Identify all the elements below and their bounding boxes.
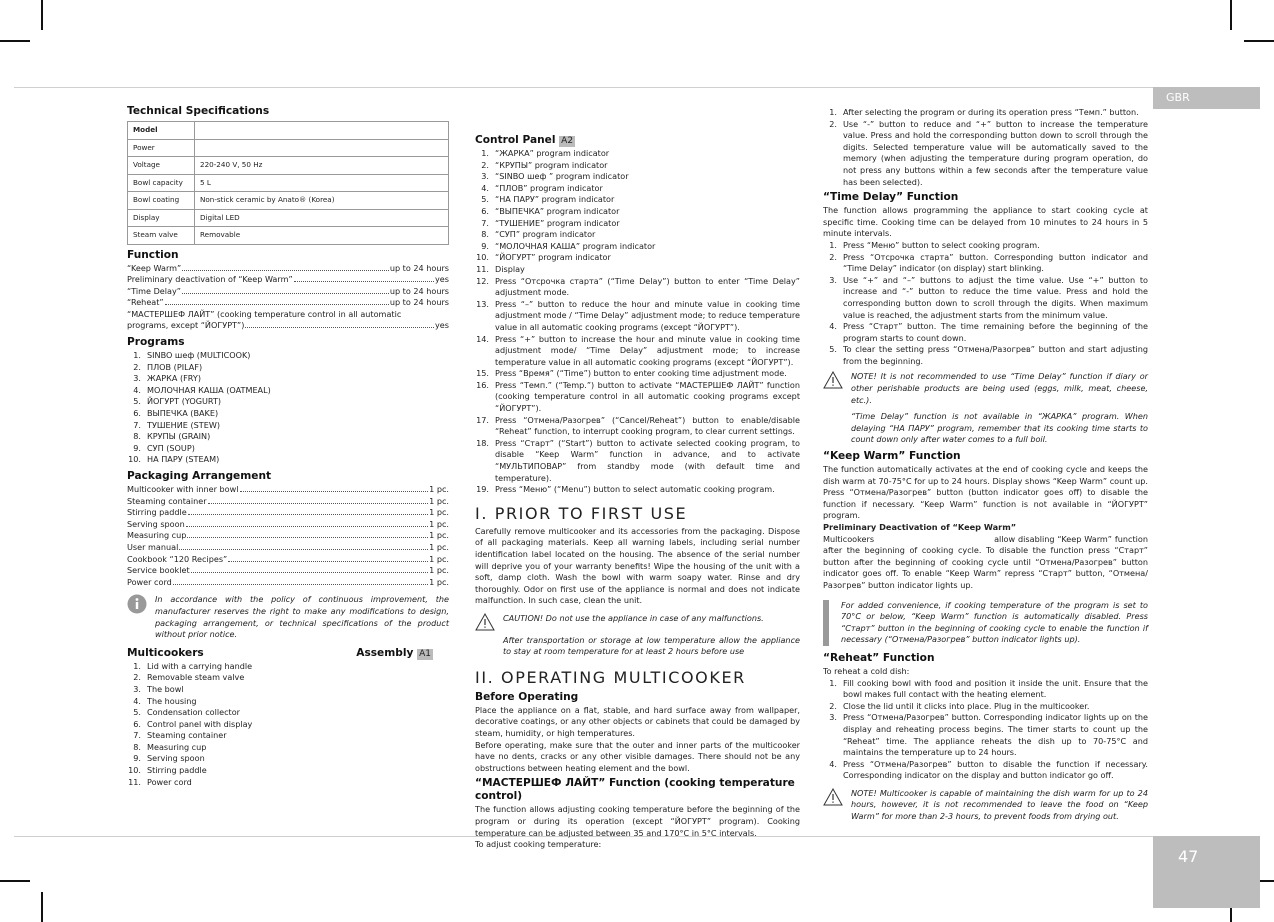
list-item: 5. Condensation collector	[133, 707, 241, 718]
list-item: 1. Press “Меню” button to select cooking program.	[829, 239, 1040, 250]
list-item: 11. Power cord	[128, 776, 192, 787]
before-operating-text: Before operating, make sure that the outer and inner parts of the multicooker have no dents, cracks or any other visible damages. There should not be any obstructions between heating element and the bowl.	[475, 739, 800, 773]
info-icon	[127, 594, 147, 640]
list-item: 4. “ПЛОВ” program indicator	[481, 182, 603, 193]
list-item: 7. Steaming container	[133, 730, 227, 741]
list-item: 14. Press “+” button to increase the hour and minute value in cooking time adjustment mode/ “Time Delay” adjustment mode; to increase temperature value in all automatic cooking programs (except “ЙОГУРТ”).	[476, 333, 800, 367]
list-item: 5. ЙОГУРТ (YOGURT)	[133, 396, 222, 407]
list-item: 9. “МОЛОЧНАЯ КАША” program indicator	[481, 240, 656, 251]
crop-mark	[0, 40, 30, 42]
before-operating-text: Place the appliance on a flat, stable, and hard surface away from wallpaper, decorative coatings, or any other objects or cabinets that could be damaged by steam, humidity, or high temperatures.	[475, 704, 800, 738]
list-item: 8. КРУПЫ (GRAIN)	[133, 431, 211, 442]
list-item: 7. ТУШЕНИЕ (STEW)	[133, 419, 220, 430]
list-item: 17. Press “Отмена/Разогрев” (“Cancel/Reheat”) button to enable/disable “Reheat” function, to interrupt cooking program, to clear current settings.	[476, 414, 800, 437]
list-item: 11. Display	[476, 263, 525, 274]
language-tag-label: GBR	[1166, 91, 1190, 104]
info-note	[127, 594, 449, 640]
packaging-line: Cookbook “120 Recipes” 1 pc.	[127, 553, 449, 564]
list-item: 3. Press “Отмена/Разогрев” button. Corresponding indicator lights up on the display and reheating process begins. The timer starts to count up the “Reheat” time. The appliance reheats the dish up to 70-75°C and maintains the temperature up to 24 hours.	[829, 712, 1148, 758]
list-item: 12. Press “Отсрочка старта” (“Time Delay”) button to enter “Time Delay” adjustment mode.	[476, 275, 800, 298]
assembly-title: Multicookers Assembly A1	[127, 646, 431, 659]
spec-row: Voltage 220-240 V, 50 Hz	[128, 157, 449, 175]
assembly-badge: A1	[419, 648, 431, 659]
mastershef-text: To adjust cooking temperature:	[475, 839, 602, 850]
time-delay-text: The function allows programming the appliance to start cooking cycle at specific time. Cooking time can be delayed from 10 minutes to 24 hours in 5 minute intervals.	[823, 205, 1148, 239]
function-line: Preliminary deactivation of “Keep Warm” yes	[127, 274, 449, 285]
preliminary-deactivation-title: Preliminary Deactivation of “Keep Warm”	[823, 522, 1017, 532]
convenience-note	[823, 600, 1148, 646]
packaging-line: Power cord 1 pc.	[127, 576, 449, 587]
packaging-line: Multicooker with inner bowl 1 pc.	[127, 484, 449, 494]
page-number: 47	[1178, 847, 1199, 866]
convenience-note-text: For added convenience, if cooking temperature of the program is set to 70°C or below, “Keep Warm” function is automatically disabled. Press “Старт” button in the beginning of cooking cycle to enable the function if necessary (“Отмена/Разогрев” button indicator lights up).	[841, 599, 1148, 645]
function-line: “Reheat” up to 24 hours	[127, 297, 449, 308]
list-item: 2. Removable steam valve	[133, 672, 245, 683]
list-item: 3. Use “+” and “–” buttons to adjust the time value. Use “+” button to increase and “-” button to reduce the time value. Press and hold the corresponding button down to scroll through the digits. When maximum value is reached, the adjustment starts from the minimum value.	[829, 274, 1148, 320]
function-title: Function	[127, 248, 179, 261]
warning-icon	[475, 613, 495, 658]
prior-to-first-use-title: I. PRIOR TO FIRST USE	[475, 503, 688, 523]
note-text: NOTE! It is not recommended to use “Time Delay” function if diary or other perishable products are being used (eggs, milk, meat, cheese, etc.).	[851, 371, 1148, 405]
list-item: 6. “ВЫПЕЧКА” program indicator	[481, 205, 620, 216]
programs-list	[127, 350, 449, 466]
function-line: programs, except “ЙОГУРТ”) yes	[127, 320, 449, 331]
warning-icon	[823, 788, 843, 823]
prior-to-first-use-text: Carefully remove multicooker and its accessories from the packaging. Dispose of all packaging materials. Keep all warning labels, including serial number identification label located on the housing. The absence of the serial number will deprive you of your warranty benefits! Wipe the housing of the unit with a soft, damp cloth. Wash the bowl with warm soapy water. Rinse and dry thoroughly. Odor on first use of the appliance is normal and does not indicate malfunction. In such case, clean the unit.	[475, 525, 800, 606]
header-rule	[14, 87, 1260, 88]
keep-warm-title: “Keep Warm” Function	[823, 450, 961, 463]
list-item: 10. “ЙОГУРТ” program indicator	[476, 252, 611, 263]
assembly-list	[127, 661, 449, 789]
before-operating-title: Before Operating	[475, 690, 579, 703]
spec-row: Bowl coating Non-stick ceramic by Anato® (Korea)	[128, 192, 449, 210]
list-item: 16. Press “Темп.” (“Temp.”) button to activate “МАСТЕРШЕФ ЛАЙТ” function (cooking temperature control in all automatic cooking programs except “ЙОГУРТ”).	[476, 379, 800, 414]
page-number-box	[1153, 836, 1260, 908]
crop-mark	[41, 892, 43, 922]
programs-title: Programs	[127, 336, 185, 349]
list-item: 13. Press “–” button to reduce the hour and minute value in cooking time adjustment mode / “Time Delay” adjustment mode; to reduce temperature value in all automatic cooking programs (except “ЙОГУРТ”).	[476, 298, 800, 332]
packaging-line: Service booklet 1 pc.	[127, 565, 449, 576]
spec-row: Power	[128, 139, 449, 157]
function-line: “Time Delay” up to 24 hours	[127, 285, 449, 296]
list-item: 4. МОЛОЧНАЯ КАША (OATMEAL)	[133, 384, 271, 395]
time-delay-list	[823, 240, 1148, 368]
list-item: 4. Press “Старт” button. The time remaining before the beginning of the program starts to count down.	[829, 321, 1148, 343]
crop-mark	[41, 0, 43, 30]
control-panel-title: Control Panel A2	[475, 134, 574, 146]
caution-note	[475, 613, 800, 658]
column-right	[823, 107, 1148, 827]
packaging-line: Stirring paddle 1 pc.	[127, 507, 449, 518]
tech-specs-title: Technical Specifications	[127, 105, 270, 117]
control-panel-list	[475, 148, 800, 496]
list-item: 1. Fill cooking bowl with food and position it inside the unit. Ensure that the bowl makes full contact with the heating element.	[829, 677, 1148, 700]
list-item: 4. The housing	[133, 695, 197, 706]
column-left	[127, 102, 449, 788]
list-item: 10. Stirring paddle	[128, 765, 207, 776]
time-delay-title: “Time Delay” Function	[823, 191, 959, 204]
packaging-title: Packaging Arrangement	[127, 470, 272, 482]
mastershef-title: “МАСТЕРШЕФ ЛАЙТ” Function (cooking temperature control)	[475, 777, 795, 803]
crop-mark	[1230, 0, 1232, 30]
packaging-line: Serving spoon 1 pc.	[127, 518, 449, 529]
list-item: 6. ВЫПЕЧКА (BAKE)	[133, 408, 219, 419]
packaging-line: Steaming container 1 pc.	[127, 495, 449, 506]
mastershef-text: The function allows adjusting cooking temperature before the beginning of the program or during its operation (except “ЙОГУРТ” program). Cooking temperature can be adjusted between 35 and 170°C in 5°C intervals.	[475, 804, 800, 838]
preliminary-deactivation-text: Multicookers allow disabling “Keep Warm” function after the beginning of cooking cycle. To disable the function press “Старт” button after the beginning of cooking cycle until “Отмена/Разогрев” button indicator goes off. To enable “Keep Warm” repress “Старт” button, “Отмена/Разогрев” button indicator lights up.	[823, 533, 1148, 590]
caution-text-2: After transportation or storage at low temperature allow the appliance to stay at room temperature for at least 2 hours before use	[503, 634, 800, 657]
note-text-2: “Time Delay” function is not available in “ЖАРКА” program. When delaying “НА ПАРУ” program, remember that its cooking time starts to count down only after water comes to a full boil.	[851, 411, 1148, 445]
reheat-title: “Reheat” Function	[823, 651, 935, 664]
crop-mark	[0, 880, 30, 882]
list-item: 10. НА ПАРУ (STEAM)	[128, 454, 220, 465]
function-line: “Keep Warm” up to 24 hours	[127, 262, 449, 273]
function-extra-line: “МАСТЕРШЕФ ЛАЙТ” (cooking temperature control in all automatic	[127, 308, 402, 319]
list-item: 1. Lid with a carrying handle	[133, 660, 253, 671]
reheat-note-text: NOTE! Multicooker is capable of maintaining the dish warm for up to 24 hours, however, it is not recommended to leave the food on “Keep Warm” for more than 2-3 hours, to prevent foods from drying out.	[851, 787, 1148, 822]
spec-row: Steam valve Removable	[128, 227, 449, 245]
spec-table	[127, 121, 449, 245]
list-item: 2. Close the lid until it clicks into place. Plug in the multicooker.	[829, 700, 1090, 711]
list-item: 5. “НА ПАРУ” program indicator	[481, 194, 615, 205]
list-item: 7. “ТУШЕНИЕ” program indicator	[481, 217, 620, 228]
spec-row: Model	[128, 122, 449, 140]
list-item: 3. “SINBO шеф ” program indicator	[481, 171, 629, 182]
list-item: 2. “КРУПЫ” program indicator	[481, 159, 608, 170]
temp-adjust-list	[823, 107, 1148, 188]
list-item: 1. SINBO шеф (MULTICOOK)	[133, 350, 251, 361]
list-item: 15. Press “Время” (“Time”) button to enter cooking time adjustment mode.	[476, 368, 787, 379]
packaging-line: User manual 1 pc.	[127, 541, 449, 552]
reheat-intro: To reheat a cold dish:	[823, 665, 910, 676]
list-item: 2. Use “-” button to reduce and “+” button to increase the temperature value. Press and hold the corresponding button down to scroll through the digits. Selected temperature value will be automatically saved to the memory (when adjusting the temperature during program operation, do not press any buttons within a few seconds after the temperature value has been selected).	[829, 118, 1148, 187]
list-item: 5. To clear the setting press “Отмена/Разогрев” button and start adjusting from the beginning.	[829, 344, 1148, 366]
list-item: 9. Serving spoon	[133, 753, 205, 764]
time-delay-note	[823, 371, 1148, 446]
column-middle	[475, 131, 800, 851]
list-item: 1. After selecting the program or during its operation press “Темп.” button.	[829, 107, 1139, 117]
packaging-line: Measuring cup 1 pc.	[127, 530, 449, 541]
language-tag	[1153, 87, 1260, 109]
list-item: 1. “ЖАРКА” program indicator	[481, 148, 610, 158]
spec-row: Bowl capacity 5 L	[128, 174, 449, 192]
list-item: 4. Press “Отмена/Разогрев” button to disable the function if necessary. Corresponding indicator on the display and button indicator go off.	[829, 758, 1148, 781]
list-item: 6. Control panel with display	[133, 718, 253, 729]
caution-text: CAUTION! Do not use the appliance in case of any malfunctions.	[503, 612, 764, 623]
list-item: 2. Press “Отсрочка старта” button. Corresponding button indicator and “Time Delay” indicator (on display) start blinking.	[829, 251, 1148, 274]
note-bar	[823, 600, 829, 646]
list-item: 3. The bowl	[133, 683, 184, 694]
keep-warm-text: The function automatically activates at the end of cooking cycle and keeps the dish warm at 70-75°C for up to 24 hours. Display shows “Keep Warm” count up. Press “Отмена/Разогрев” button (button indicator goes off) to disable the function if necessary. “Keep Warm” function is not available in “ЙОГУРТ” program.	[823, 464, 1148, 521]
list-item: 9. СУП (SOUP)	[133, 442, 195, 453]
operating-title: II. OPERATING MULTICOOKER	[475, 667, 746, 687]
list-item: 8. “СУП” program indicator	[481, 229, 596, 240]
reheat-list	[823, 678, 1148, 782]
list-item: 19. Press “Меню” (“Menu”) button to select automatic cooking program.	[476, 484, 775, 495]
spec-row: Display Digital LED	[128, 209, 449, 227]
control-panel-badge: A2	[561, 136, 574, 146]
list-item: 2. ПЛОВ (PILAF)	[133, 361, 203, 372]
crop-mark	[1244, 40, 1274, 42]
list-item: 8. Measuring cup	[133, 741, 207, 752]
reheat-note	[823, 788, 1148, 823]
warning-icon	[823, 371, 843, 446]
list-item: 3. ЖАРКА (FRY)	[133, 373, 202, 384]
list-item: 18. Press “Старт” (“Start”) button to activate selected cooking program, to disable “Keep Warm” function in advance, and to activate “МУЛЬТИПОВАР” from standby mode (with default time and temperature).	[476, 437, 800, 483]
info-note-text: In accordance with the policy of continuous improvement, the manufacturer reserves the right to make any modifications to design, packaging arrangement, or technical specifications of the product without prior notice.	[155, 594, 449, 640]
